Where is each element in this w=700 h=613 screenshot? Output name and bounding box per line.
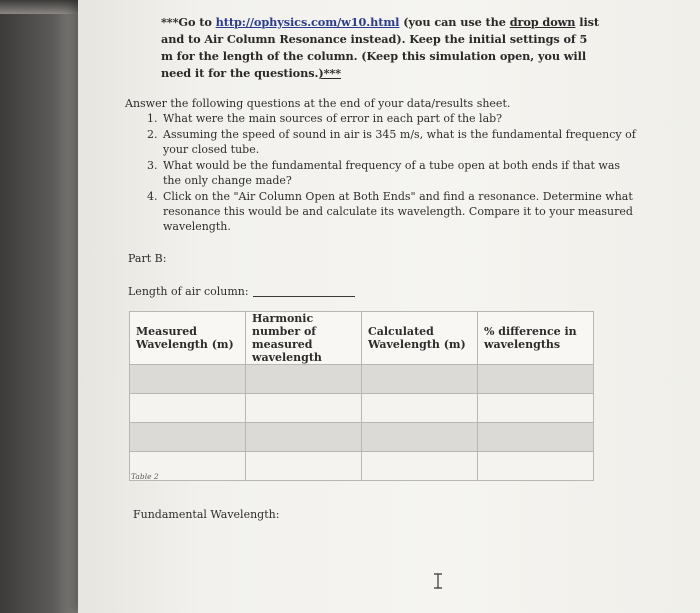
- intro-close-paren: ): [318, 66, 324, 80]
- fundamental-wavelength-label: Fundamental Wavelength:: [133, 508, 280, 521]
- question-list: [124, 111, 641, 235]
- table-cell[interactable]: [478, 423, 594, 452]
- length-blank-line[interactable]: [253, 296, 355, 297]
- table-cell[interactable]: [362, 365, 478, 394]
- table-cell[interactable]: [478, 452, 594, 481]
- table-cell[interactable]: [362, 394, 478, 423]
- data-table: [129, 311, 594, 481]
- part-b-heading: Part B:: [128, 252, 167, 265]
- answer-heading: Answer the following questions at the end of your data/results sheet.: [125, 97, 511, 110]
- table-cell[interactable]: [478, 365, 594, 394]
- table-row: [130, 423, 594, 452]
- intro-part1: (you can use the: [399, 15, 510, 29]
- question-item: 2. Assuming the speed of sound in air is 345 m/s, what is the fundamental frequency of your closed tube.: [161, 127, 641, 157]
- header-percent-difference: % difference in wavelengths: [478, 312, 594, 365]
- table-cell[interactable]: [478, 394, 594, 423]
- intro-part2: list and to Air Column Resonance instead). Keep the initial settings of 5 m for the length of the column. (Keep this simulation open, you will need it for the questions.: [161, 15, 600, 80]
- table-cell[interactable]: [246, 452, 362, 481]
- header-calculated-wavelength: Calculated Wavelength (m): [362, 312, 478, 365]
- table-cell[interactable]: [246, 365, 362, 394]
- table-cell[interactable]: [246, 423, 362, 452]
- table-cell[interactable]: [130, 423, 246, 452]
- table-cell[interactable]: [130, 394, 246, 423]
- table-header-row: [130, 312, 594, 365]
- dropdown-text: drop down: [509, 15, 576, 29]
- table-row: [130, 365, 594, 394]
- table-row: [130, 394, 594, 423]
- length-field: [128, 285, 355, 298]
- question-item: 4. Click on the "Air Column Open at Both Ends" and find a resonance. Determine what resonance this would be and calculate its wavelength. Compare it to your measured wavelength.: [161, 189, 641, 234]
- ophysics-link[interactable]: http://ophysics.com/w10.html: [215, 15, 400, 29]
- table-caption: Table 2: [131, 472, 159, 481]
- intro-suffix: ***: [323, 66, 341, 80]
- header-measured-wavelength: Measured Wavelength (m): [130, 312, 246, 365]
- table-cell[interactable]: [362, 452, 478, 481]
- table-cell[interactable]: [362, 423, 478, 452]
- question-item: 3. What would be the fundamental frequency of a tube open at both ends if that was the only change made?: [161, 158, 641, 188]
- text-cursor-icon: [432, 573, 444, 589]
- instructions-paragraph: [161, 14, 601, 82]
- intro-prefix: ***Go to: [161, 15, 216, 29]
- table-row: [130, 452, 594, 481]
- document-page: [78, 0, 700, 613]
- table-cell[interactable]: [246, 394, 362, 423]
- length-label: Length of air column:: [128, 285, 249, 298]
- table-cell[interactable]: [130, 365, 246, 394]
- header-harmonic-number: Harmonic number of measured wavelength: [246, 312, 362, 365]
- question-item: 1. What were the main sources of error in each part of the lab?: [161, 111, 641, 126]
